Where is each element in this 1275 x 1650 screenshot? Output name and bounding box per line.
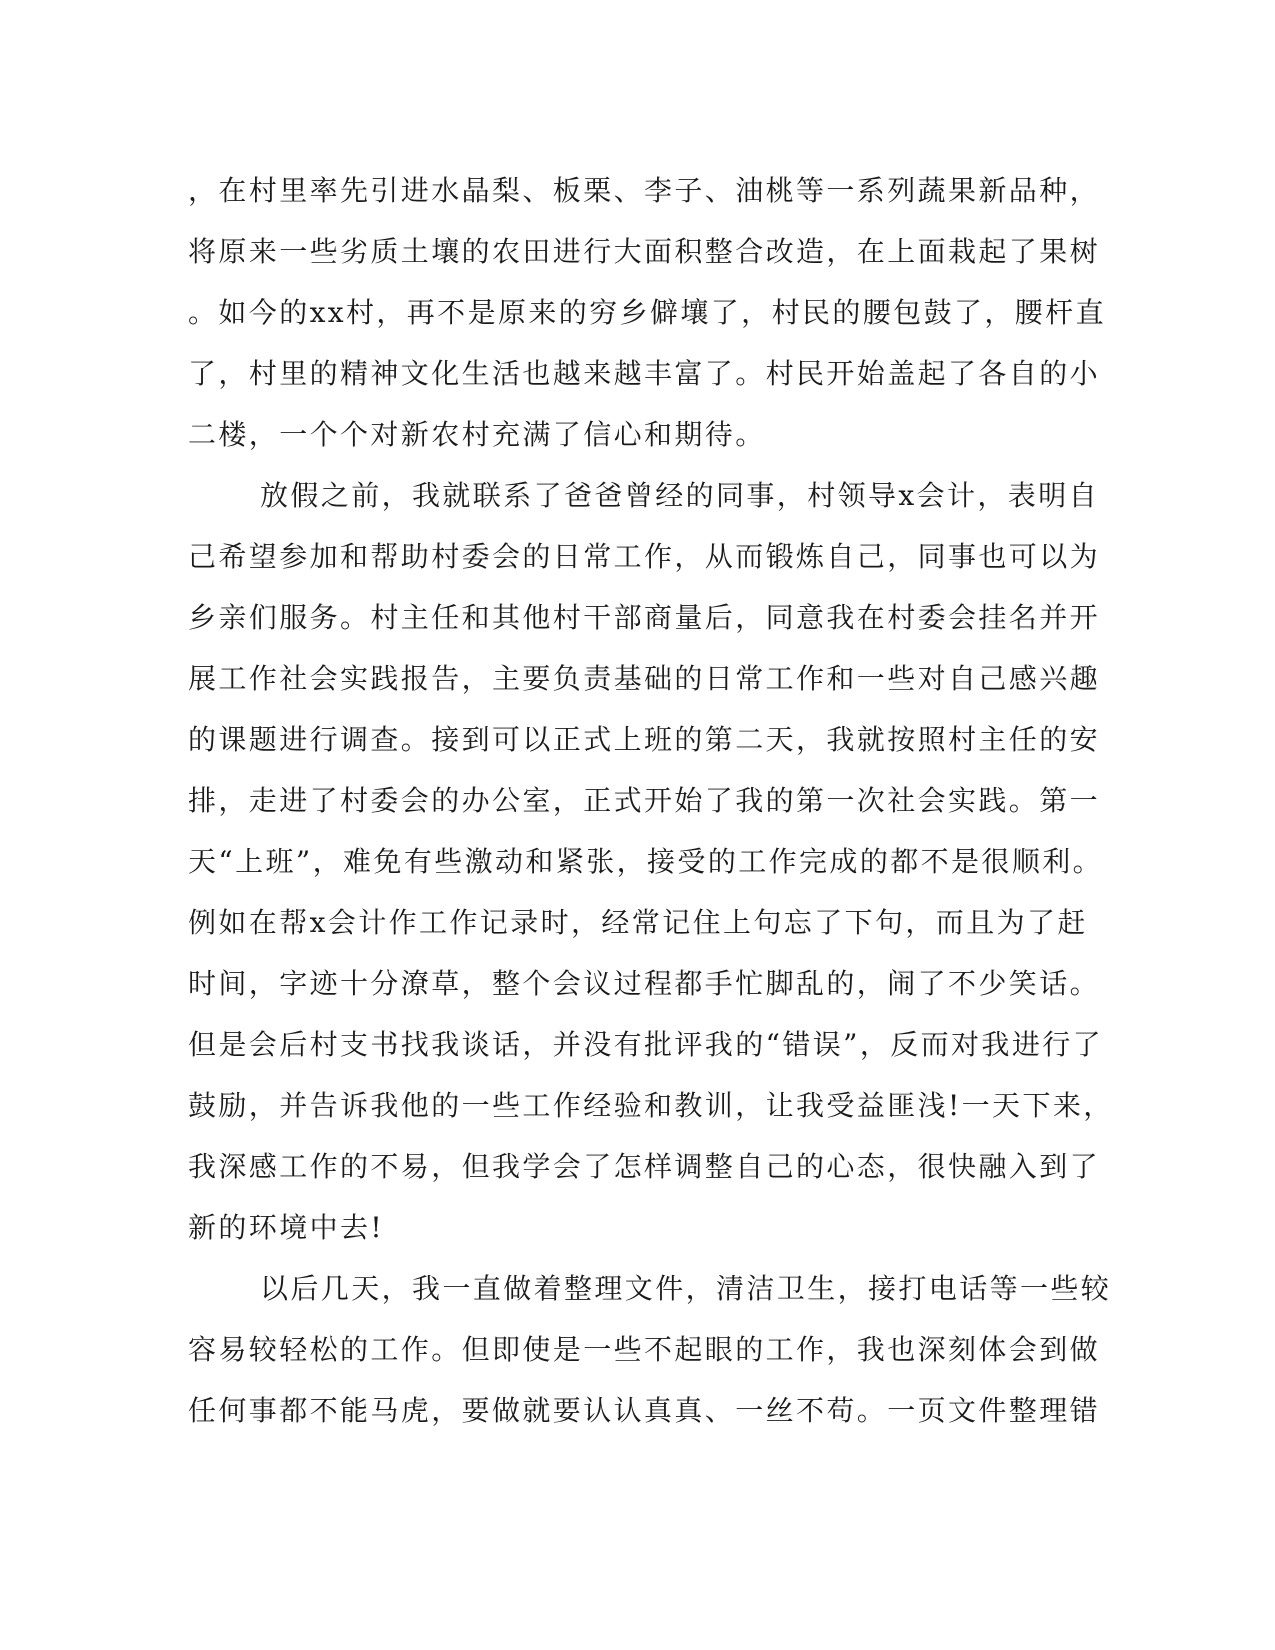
text-line: 的课题进行调查。接到可以正式上班的第二天，我就按照村主任的安	[188, 723, 1101, 756]
text-line: 将原来一些劣质土壤的农田进行大面积整合改造，在上面栽起了果树	[188, 235, 1101, 268]
text-line: 排，走进了村委会的办公室，正式开始了我的第一次社会实践。第一	[188, 784, 1101, 817]
text-line: 任何事都不能马虎，要做就要认认真真、一丝不苟。一页文件整理错	[188, 1394, 1101, 1427]
text-line: 时间，字迹十分潦草，整个会议过程都手忙脚乱的，闹了不少笑话。	[188, 967, 1101, 1000]
text-line: 但是会后村支书找我谈话，并没有批评我的“错误”，反而对我进行了	[188, 1028, 1104, 1061]
text-line: 乡亲们服务。村主任和其他村干部商量后，同意我在村委会挂名并开	[188, 601, 1101, 634]
text-line: 例如在帮x会计作工作记录时，经常记住上句忘了下句，而且为了赶	[188, 906, 1088, 939]
paragraph-start-line: 以后几天，我一直做着整理文件，清洁卫生，接打电话等一些较	[260, 1272, 1112, 1305]
text-line: 天“上班”，难免有些激动和紧张，接受的工作完成的都不是很顺利。	[188, 845, 1104, 878]
text-line: 展工作社会实践报告，主要负责基础的日常工作和一些对自己感兴趣	[188, 662, 1101, 695]
text-line: 了，村里的精神文化生活也越来越丰富了。村民开始盖起了各自的小	[188, 357, 1101, 390]
text-line: 。如今的xx村，再不是原来的穷乡僻壤了，村民的腰包鼓了，腰杆直	[188, 296, 1106, 329]
text-line: 新的环境中去!	[188, 1211, 385, 1244]
text-line: 己希望参加和帮助村委会的日常工作，从而锻炼自己，同事也可以为	[188, 540, 1101, 573]
body-text	[188, 160, 1114, 1441]
text-line: 二楼，一个个对新农村充满了信心和期待。	[188, 418, 766, 451]
text-line: 容易较轻松的工作。但即使是一些不起眼的工作，我也深刻体会到做	[188, 1333, 1101, 1366]
paragraph-start-line: 放假之前，我就联系了爸爸曾经的同事，村领导x会计，表明自	[260, 479, 1099, 512]
text-line: ，在村里率先引进水晶梨、板栗、李子、油桃等一系列蔬果新品种，	[188, 174, 1101, 207]
text-line: 鼓励，并告诉我他的一些工作经验和教训，让我受益匪浅!一天下来，	[188, 1089, 1114, 1122]
text-line: 我深感工作的不易，但我学会了怎样调整自己的心态，很快融入到了	[188, 1150, 1101, 1183]
